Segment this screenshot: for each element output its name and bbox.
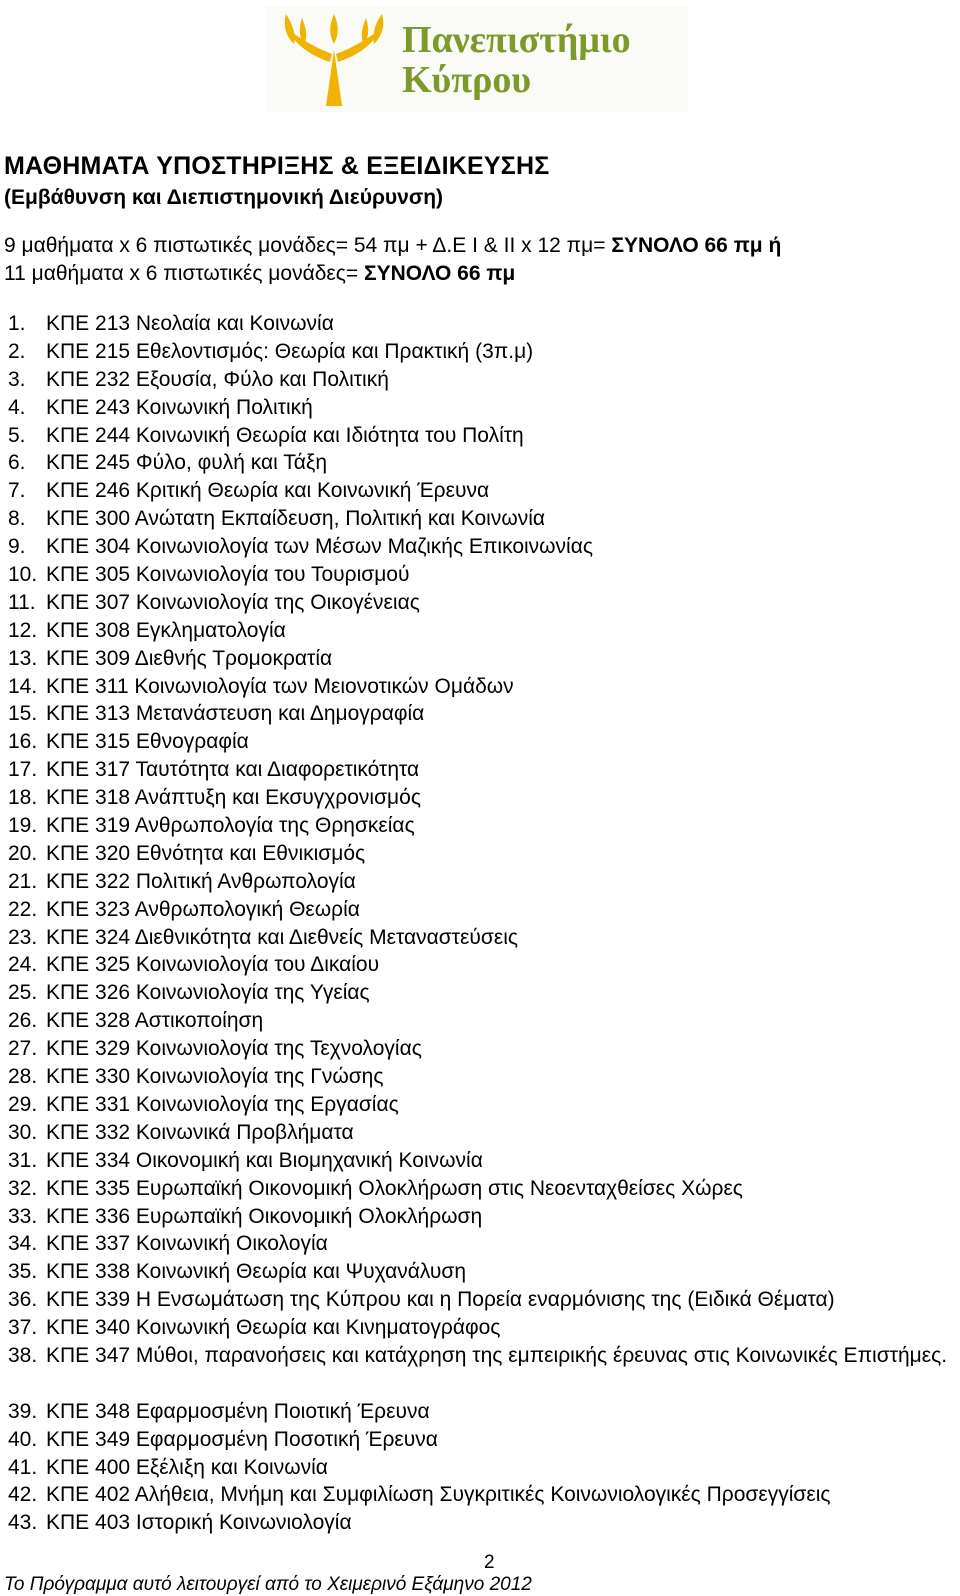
list-item-number: 40. xyxy=(8,1427,38,1451)
document-subtitle: (Εμβάθυνση και Διεπιστημονική Διεύρυνση) xyxy=(4,186,444,209)
list-item-text: ΚΠΕ 348 Εφαρμοσμένη Ποιοτική Έρευνα xyxy=(46,1399,430,1423)
list-item-text: ΚΠΕ 337 Κοινωνική Οικολογία xyxy=(46,1232,328,1256)
credits-line-2-total: ΣΥΝΟΛΟ 66 πμ xyxy=(363,262,516,285)
list-item-text: ΚΠΕ 304 Κοινωνιολογία των Μέσων Μαζικής Επικοινωνίας xyxy=(46,535,593,559)
document-title: ΜΑΘΗΜΑΤΑ ΥΠΟΣΤΗΡΙΞΗΣ & ΕΞΕΙΔΙΚΕΥΣΗΣ xyxy=(4,152,550,180)
list-item xyxy=(0,1258,960,1286)
list-item xyxy=(0,700,960,728)
list-item-text: ΚΠΕ 323 Ανθρωπολογική Θεωρία xyxy=(46,897,360,921)
list-item-text: ΚΠΕ 307 Κοινωνιολογία της Οικογένειας xyxy=(46,590,420,614)
list-item-text: ΚΠΕ 315 Εθνογραφία xyxy=(46,730,249,754)
list-item-number: 14. xyxy=(8,674,38,698)
list-item-number: 23. xyxy=(8,925,38,949)
list-item-number: 33. xyxy=(8,1204,38,1228)
list-item xyxy=(0,1091,960,1119)
list-item xyxy=(0,422,960,450)
list-item-number: 2. xyxy=(8,339,26,363)
list-item xyxy=(0,1230,960,1258)
list-item-text: ΚΠΕ 325 Κοινωνιολογία του Δικαίου xyxy=(46,953,380,977)
list-item xyxy=(0,310,960,338)
list-item-number: 32. xyxy=(8,1176,38,1200)
list-item-text: ΚΠΕ 309 Διεθνής Τρομοκρατία xyxy=(46,646,333,670)
list-item xyxy=(0,896,960,924)
list-item-number: 3. xyxy=(8,367,26,391)
university-name-line1: Πανεπιστήμιο xyxy=(402,19,631,61)
list-item xyxy=(0,840,960,868)
list-item xyxy=(0,617,960,645)
list-item-text: ΚΠΕ 338 Κοινωνική Θεωρία και Ψυχανάλυση xyxy=(46,1260,467,1284)
list-item-number: 26. xyxy=(8,1009,38,1033)
page-number: 2 xyxy=(484,1552,495,1573)
credits-line-1-total: ΣΥΝΟΛΟ 66 πμ ή xyxy=(611,234,782,257)
list-item-text: ΚΠΕ 332 Κοινωνικά Προβλήματα xyxy=(46,1120,354,1144)
university-name xyxy=(402,20,631,100)
list-item xyxy=(0,533,960,561)
list-item-number: 17. xyxy=(8,758,38,782)
list-item xyxy=(0,505,960,533)
list-item-number: 37. xyxy=(8,1316,38,1340)
list-item xyxy=(0,924,960,952)
list-item-number: 20. xyxy=(8,841,38,865)
list-item xyxy=(0,1035,960,1063)
list-item-text: ΚΠΕ 300 Ανώτατη Εκπαίδευση, Πολιτική και Κοινωνία xyxy=(46,507,546,531)
list-item xyxy=(0,589,960,617)
list-item xyxy=(0,1007,960,1035)
list-item-text: ΚΠΕ 402 Αλήθεια, Μνήμη και Συμφιλίωση Συγκριτικές Κοινωνιολογικές Προσεγγίσεις xyxy=(46,1483,831,1507)
list-item-text: ΚΠΕ 244 Κοινωνική Θεωρία και Ιδιότητα του Πολίτη xyxy=(46,423,524,447)
list-item-text: ΚΠΕ 329 Κοινωνιολογία της Τεχνολογίας xyxy=(46,1037,422,1061)
list-item xyxy=(0,366,960,394)
list-item-text: ΚΠΕ 246 Κριτική Θεωρία και Κοινωνική Έρευνα xyxy=(46,479,490,503)
list-item-text: ΚΠΕ 330 Κοινωνιολογία της Γνώσης xyxy=(46,1065,384,1089)
list-item-number: 27. xyxy=(8,1037,38,1061)
list-item-number: 25. xyxy=(8,981,38,1005)
list-item-number: 10. xyxy=(8,563,38,587)
list-item xyxy=(0,979,960,1007)
list-item-text: ΚΠΕ 308 Εγκληματολογία xyxy=(46,618,286,642)
list-item-text: ΚΠΕ 243 Κοινωνική Πολιτική xyxy=(46,395,313,419)
list-item-number: 15. xyxy=(8,702,38,726)
list-item-number: 34. xyxy=(8,1232,38,1256)
list-item-number: 12. xyxy=(8,618,38,642)
list-item-number: 28. xyxy=(8,1065,38,1089)
list-item-text: ΚΠΕ 317 Ταυτότητα και Διαφορετικότητα xyxy=(46,758,420,782)
list-item xyxy=(0,1286,960,1314)
list-item xyxy=(0,812,960,840)
footer-note: Το Πρόγραμμα αυτό λειτουργεί από το Χειμερινό Εξάμηνο 2012 xyxy=(4,1574,532,1595)
list-item-text: ΚΠΕ 335 Ευρωπαϊκή Οικονομική Ολοκλήρωση στις Νεοενταχθείσες Χώρες xyxy=(46,1176,743,1200)
list-item-text: ΚΠΕ 331 Κοινωνιολογία της Εργασίας xyxy=(46,1092,399,1116)
list-item-text: ΚΠΕ 232 Εξουσία, Φύλο και Πολιτική xyxy=(46,367,389,391)
credits-line-2-text: 11 μαθήματα x 6 πιστωτικές μονάδες= xyxy=(4,262,364,285)
credits-line-2 xyxy=(4,262,515,286)
list-item xyxy=(0,477,960,505)
list-item-text: ΚΠΕ 311 Κοινωνιολογία των Μειονοτικών Ομάδων xyxy=(46,674,514,698)
list-item-number: 4. xyxy=(8,395,26,419)
list-item-text: ΚΠΕ 403 Ιστορική Κοινωνιολογία xyxy=(46,1511,352,1535)
course-list xyxy=(0,310,960,1537)
list-item xyxy=(0,1454,960,1482)
list-item-number: 31. xyxy=(8,1148,38,1172)
list-item-text: ΚΠΕ 318 Ανάπτυξη και Εκσυγχρονισμός xyxy=(46,786,421,810)
list-item-number: 19. xyxy=(8,814,38,838)
list-item-text: ΚΠΕ 213 Νεολαία και Κοινωνία xyxy=(46,312,334,335)
list-item-number: 6. xyxy=(8,451,26,475)
list-item xyxy=(0,1314,960,1342)
list-item-number: 11. xyxy=(8,590,36,614)
list-item-text: ΚΠΕ 400 Εξέλιξη και Κοινωνία xyxy=(46,1455,328,1479)
list-item xyxy=(0,1147,960,1175)
list-item-number: 38. xyxy=(8,1343,38,1367)
list-item xyxy=(0,868,960,896)
list-item-text: ΚΠΕ 319 Ανθρωπολογία της Θρησκείας xyxy=(46,814,415,838)
list-item-number: 43. xyxy=(8,1511,38,1535)
list-item xyxy=(0,728,960,756)
list-item-number: 35. xyxy=(8,1260,38,1284)
list-item xyxy=(0,1203,960,1231)
list-item-number: 21. xyxy=(8,869,38,893)
list-item-number: 22. xyxy=(8,897,38,921)
list-item-text: ΚΠΕ 340 Κοινωνική Θεωρία και Κινηματογράφος xyxy=(46,1316,501,1340)
list-item-number: 13. xyxy=(8,646,38,670)
university-tree-icon xyxy=(272,10,396,108)
credits-line-1 xyxy=(4,234,781,258)
list-item-number: 9. xyxy=(8,535,26,559)
list-item-text: ΚΠΕ 336 Ευρωπαϊκή Οικονομική Ολοκλήρωση xyxy=(46,1204,483,1228)
list-item-text: ΚΠΕ 215 Εθελοντισμός: Θεωρία και Πρακτική (3π.μ) xyxy=(46,339,534,363)
list-item-text: ΚΠΕ 349 Εφαρμοσμένη Ποσοτική Έρευνα xyxy=(46,1427,438,1451)
list-item-number: 41. xyxy=(8,1455,38,1479)
list-item-number: 29. xyxy=(8,1092,38,1116)
credits-line-1-text: 9 μαθήματα x 6 πιστωτικές μονάδες= 54 πμ + Δ.Ε Ι & ΙΙ x 12 πμ= xyxy=(4,234,612,257)
list-item-text: ΚΠΕ 324 Διεθνικότητα και Διεθνείς Μεταναστεύσεις xyxy=(46,925,518,949)
list-item xyxy=(0,951,960,979)
list-item-number: 36. xyxy=(8,1288,38,1312)
list-item xyxy=(0,1509,960,1537)
university-header xyxy=(266,6,688,112)
list-item xyxy=(0,1119,960,1147)
list-item xyxy=(0,1342,960,1398)
list-item xyxy=(0,1398,960,1426)
list-item-number: 39. xyxy=(8,1399,38,1423)
list-item xyxy=(0,1426,960,1454)
list-item-text: ΚΠΕ 305 Κοινωνιολογία του Τουρισμού xyxy=(46,563,410,587)
list-item-text: ΚΠΕ 322 Πολιτική Ανθρωπολογία xyxy=(46,869,356,893)
list-item-number: 5. xyxy=(8,423,26,447)
list-item-number: 8. xyxy=(8,507,26,531)
list-item-text: ΚΠΕ 313 Μετανάστευση και Δημογραφία xyxy=(46,702,425,726)
list-item xyxy=(0,784,960,812)
list-item-text: ΚΠΕ 245 Φύλο, φυλή και Τάξη xyxy=(46,451,328,475)
list-item xyxy=(0,394,960,422)
list-item xyxy=(0,338,960,366)
list-item xyxy=(0,1481,960,1509)
list-item-text: ΚΠΕ 347 Μύθοι, παρανοήσεις και κατάχρηση της εμπειρικής έρευνας στις Κοινωνικές Επιστήμες. xyxy=(46,1343,948,1367)
list-item-number: 24. xyxy=(8,953,38,977)
list-item xyxy=(0,673,960,701)
list-item xyxy=(0,756,960,784)
list-item-number: 18. xyxy=(8,786,38,810)
list-item xyxy=(0,645,960,673)
list-item-text: ΚΠΕ 320 Εθνότητα και Εθνικισμός xyxy=(46,841,366,865)
university-name-line2: Κύπρου xyxy=(402,59,532,101)
list-item-text: ΚΠΕ 339 Η Ενσωμάτωση της Κύπρου και η Πορεία εναρμόνισης της (Ειδικά Θέματα) xyxy=(46,1288,835,1312)
list-item-number: 16. xyxy=(8,730,38,754)
list-item-text: ΚΠΕ 326 Κοινωνιολογία της Υγείας xyxy=(46,981,370,1005)
list-item xyxy=(0,561,960,589)
list-item-number: 1. xyxy=(8,312,26,335)
list-item-number: 42. xyxy=(8,1483,38,1507)
list-item-text: ΚΠΕ 334 Οικονομική και Βιομηχανική Κοινωνία xyxy=(46,1148,483,1172)
list-item xyxy=(0,449,960,477)
list-item xyxy=(0,1063,960,1091)
list-item xyxy=(0,1175,960,1203)
list-item-number: 30. xyxy=(8,1120,38,1144)
list-item-text: ΚΠΕ 328 Αστικοποίηση xyxy=(46,1009,264,1033)
list-item-number: 7. xyxy=(8,479,26,503)
